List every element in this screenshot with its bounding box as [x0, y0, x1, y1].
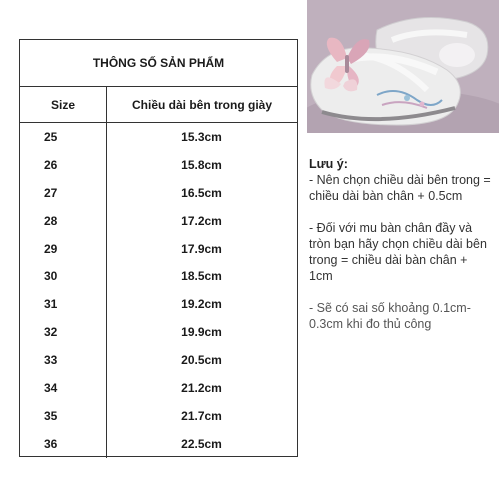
length-cell: 19.2cm [181, 297, 222, 312]
size-cell: 36 [44, 436, 58, 451]
length-cell: 18.5cm [181, 269, 222, 284]
length-cell: 17.9cm [181, 241, 222, 256]
size-cell: 34 [44, 380, 58, 395]
table-row [20, 346, 297, 374]
length-cell: 20.5cm [181, 353, 222, 368]
length-cell: 21.7cm [181, 408, 222, 423]
table-row [20, 123, 297, 151]
shoe-image [307, 0, 499, 133]
table-body [20, 123, 297, 458]
size-cell: 28 [44, 213, 58, 228]
note-item: - Sẽ có sai số khoảng 0.1cm-0.3cm khi đo thủ công [309, 301, 471, 331]
table-header [20, 87, 297, 123]
note-item: - Nên chọn chiều dài bên trong = chiều dài bàn chân + 0.5cm [309, 173, 491, 203]
size-cell: 27 [44, 185, 58, 200]
table-title: THÔNG SỐ SẢN PHẨM [20, 40, 297, 87]
size-cell: 25 [44, 129, 58, 144]
size-cell: 26 [44, 157, 58, 172]
length-cell: 15.3cm [181, 129, 222, 144]
size-cell: 32 [44, 325, 58, 340]
header-inner-length: Chiều dài bên trong giày [131, 97, 272, 112]
table-row [20, 402, 297, 430]
table-row [20, 290, 297, 318]
size-cell: 33 [44, 353, 58, 368]
header-size: Size [20, 87, 107, 122]
column-divider [106, 123, 107, 458]
size-cell: 29 [44, 241, 58, 256]
length-cell: 17.2cm [181, 213, 222, 228]
table-row [20, 262, 297, 290]
table-row [20, 235, 297, 263]
length-cell: 15.8cm [181, 157, 222, 172]
table-row [20, 430, 297, 458]
length-cell: 19.9cm [181, 325, 222, 340]
length-cell: 21.2cm [181, 380, 222, 395]
table-row [20, 179, 297, 207]
size-cell: 35 [44, 408, 58, 423]
note-item: - Đối với mu bàn chân đầy và tròn bạn hãy chọn chiều dài bên trong = chiều dài bàn chân + 1cm [309, 221, 487, 283]
size-table [19, 39, 298, 457]
table-row [20, 151, 297, 179]
table-row [20, 207, 297, 235]
notes-title: Lưu ý: [309, 157, 348, 171]
length-cell: 22.5cm [181, 436, 222, 451]
notes-section [309, 156, 494, 332]
size-cell: 31 [44, 297, 58, 312]
length-cell: 16.5cm [181, 185, 222, 200]
table-row [20, 318, 297, 346]
table-row [20, 374, 297, 402]
product-photo [307, 0, 499, 133]
size-cell: 30 [44, 269, 58, 284]
